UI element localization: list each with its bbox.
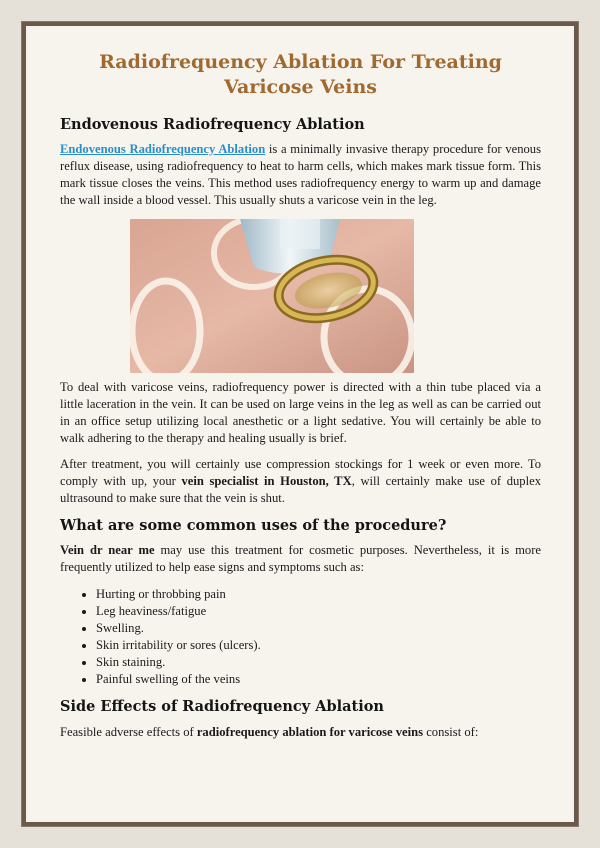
section1-intro	[60, 141, 541, 209]
section1-paragraph-3	[60, 456, 541, 507]
list-item: • Painful swelling of the veins	[96, 671, 541, 688]
section2-intro	[60, 542, 541, 576]
rfa-emphasis: radiofrequency ablation for varicose veins	[196, 725, 424, 739]
list-item: • Skin staining.	[96, 654, 541, 671]
para3-text-a: After treatment, you will certainly use compression stockings for 1 week or even more. To comply with up, your	[60, 457, 541, 488]
procedure-photo-graphic	[130, 219, 414, 373]
symptoms-list	[60, 586, 541, 688]
procedure-photo	[130, 219, 414, 373]
list-item: • Hurting or throbbing pain	[96, 586, 541, 603]
list-item: • Skin irritability or sores (ulcers).	[96, 637, 541, 654]
section2-intro-text: may use this treatment for cosmetic purposes. Nevertheless, it is more frequently utilized to help ease signs and symptoms such as:	[60, 543, 541, 574]
page-title: Radiofrequency Ablation For Treating Varicose Veins	[99, 51, 502, 98]
list-item: • Leg heaviness/fatigue	[96, 603, 541, 620]
document-body	[60, 48, 541, 741]
section3-text-b: consist of:	[423, 725, 479, 739]
section3-intro	[60, 724, 541, 741]
vein-dr-emphasis: Vein dr near me	[60, 543, 155, 557]
section3-text-a: Feasible adverse effects of	[60, 725, 197, 739]
list-item: • Swelling.	[96, 620, 541, 637]
para3-text-b: , will certainly make use of duplex ultrasound to make sure that the vein is shut.	[60, 474, 541, 505]
section1-paragraph-2: To deal with varicose veins, radiofrequency power is directed with a thin tube placed via a little laceration in the vein. It can be used on large veins in the leg as well as can be carried out in an office setup utilizing local anesthetic or a light sedative. You will certainly be able to walk adhering to the therapy and healing usually is brief.	[60, 380, 541, 445]
vein-specialist-emphasis: vein specialist in Houston, TX	[181, 474, 352, 488]
section1-heading: Endovenous Radiofrequency Ablation	[60, 116, 365, 133]
endovenous-ablation-link[interactable]: Endovenous Radiofrequency Ablation	[60, 142, 266, 156]
section3-heading: Side Effects of Radiofrequency Ablation	[60, 698, 384, 715]
section2-heading: What are some common uses of the procedure?	[60, 517, 447, 534]
section1-intro-text: is a minimally invasive therapy procedure for venous reflux disease, using radiofrequency to heat to harm cells, which makes mark tissue form. This mark tissue closes the veins. This method uses radiofrequency energy to warm up and damage the wall inside a blood vessel. This usually shuts a varicose vein in the leg.	[60, 142, 541, 207]
